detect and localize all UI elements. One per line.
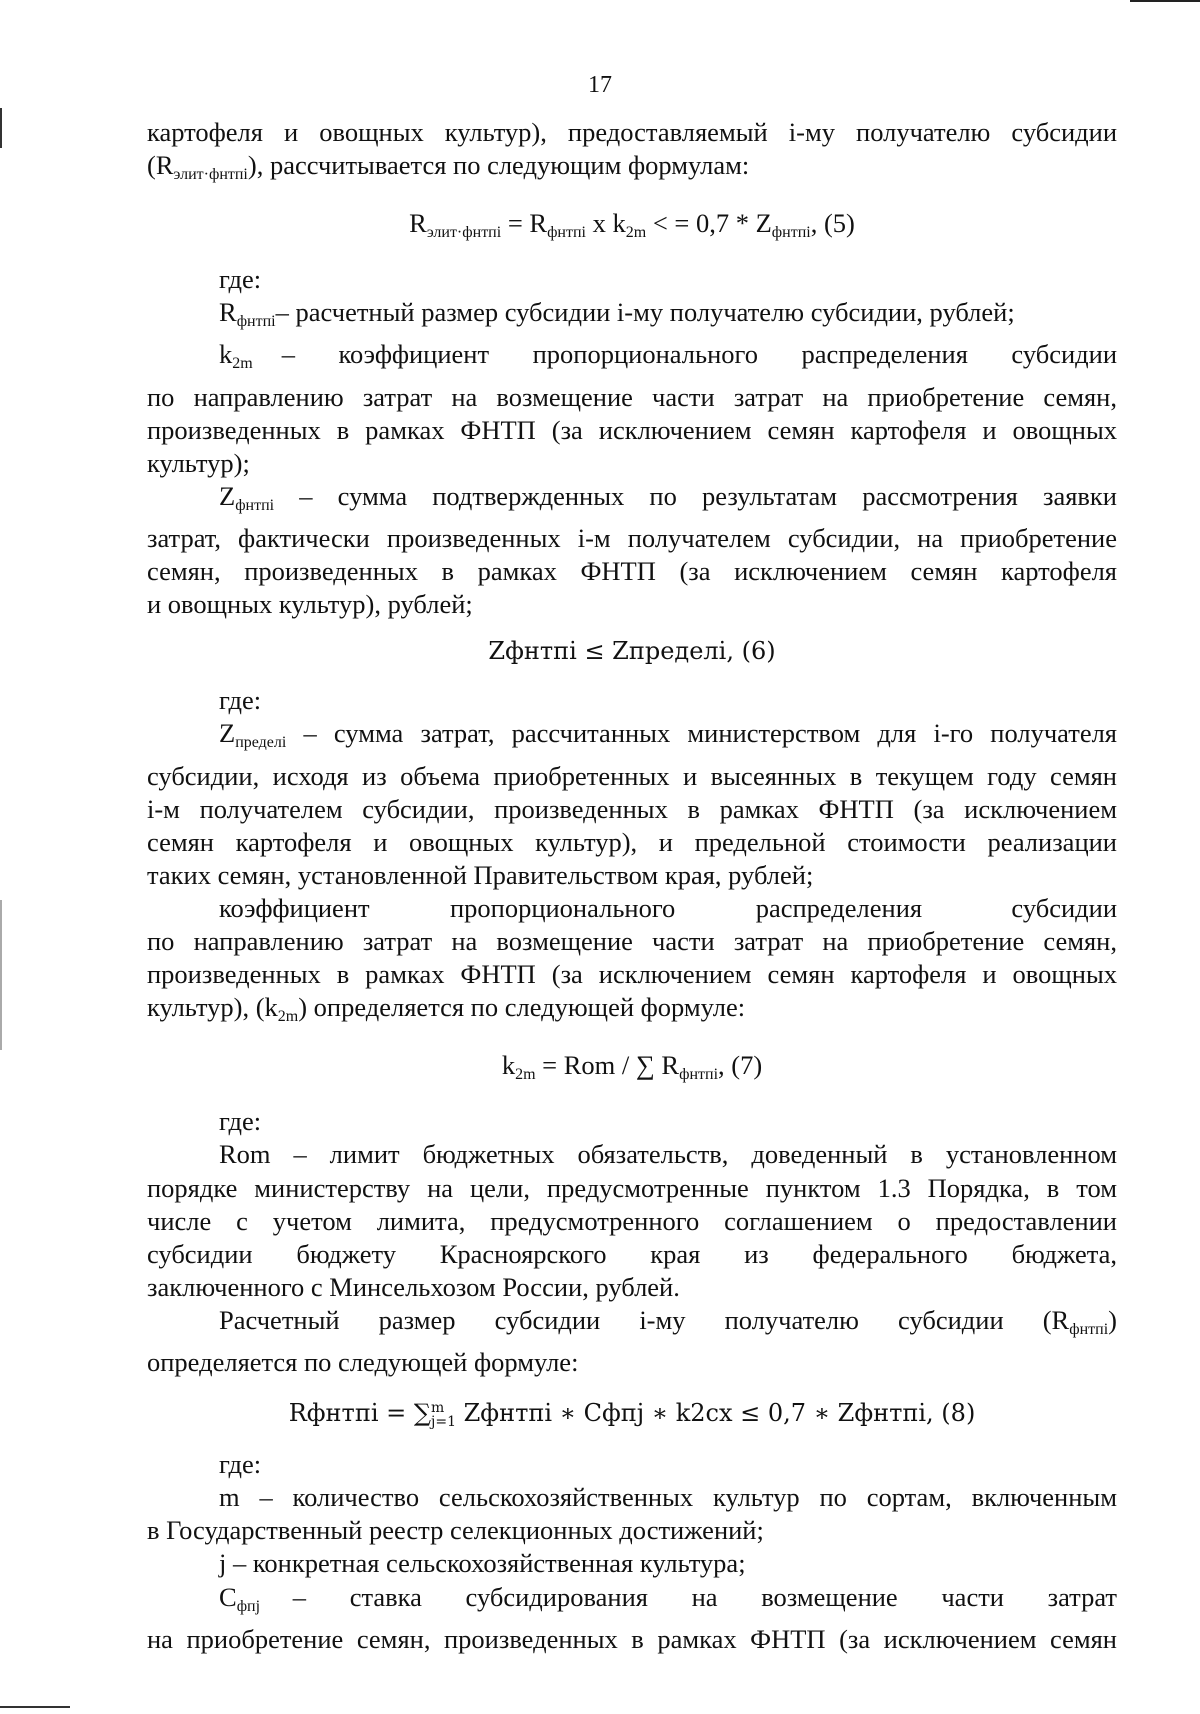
paragraph-line: субсидии бюджету Красноярского края из федерального бюджета, <box>147 1238 1117 1269</box>
scan-artifact-line <box>0 900 2 1050</box>
definition-r: $R_{фнтпi}-$ расчетный размер субсидии i-му получателю субсидии, рублей; <box>219 297 1015 331</box>
where-label: где: <box>219 264 262 295</box>
definition-c: $C_{фпj}$ – ставка субсидирования на возмещение части затрат <box>219 1581 1117 1615</box>
formula-6: Zфнтпi ≤ Zпределi, (6) <box>488 637 776 666</box>
document-body <box>147 116 1117 1656</box>
paragraph-line: определяется по следующей формуле: <box>147 1347 579 1377</box>
formula-5: $R_{элит\cdot фнтпi} = R_{фнтпi}$ x $k_{2m}$ < = $0,7 * Z_{фнтпi}$, (5) <box>409 208 855 242</box>
paragraph-line: семян, произведенных в рамках ФНТП (за исключением семян картофеля <box>147 556 1117 587</box>
page-number: 17 <box>588 72 612 98</box>
paragraph-line: субсидии, исходя из объема приобретенных и высеянных в текущем году семян <box>147 760 1117 791</box>
paragraph-line: порядке министерству на цели, предусмотренные пунктом 1.3 Порядка, в том <box>147 1172 1117 1203</box>
definition-m: m – количество сельскохозяйственных культур по сортам, включенным <box>219 1482 1117 1513</box>
paragraph-line: на приобретение семян, произведенных в рамках ФНТП (за исключением семян <box>147 1623 1117 1654</box>
paragraph-line: произведенных в рамках ФНТП (за исключением семян картофеля и овощных <box>147 959 1117 990</box>
definition-rom: Rom – лимит бюджетных обязательств, доведенный в установленном <box>219 1139 1117 1170</box>
paragraph-line: культур); <box>147 447 250 478</box>
where-label: где: <box>219 1449 262 1480</box>
definition-k2m: $k_{2m}$ – коэффициент пропорционального распределения субсидии <box>219 339 1117 373</box>
paragraph-line: и овощных культур), рублей; <box>147 589 473 620</box>
paragraph-line: i-м получателем субсидии, произведенных в рамках ФНТП (за исключением <box>147 793 1117 824</box>
paragraph-line: семян картофеля и овощных культур), и предельной стоимости реализации <box>147 826 1117 857</box>
paragraph-line: в Государственный реестр селекционных достижений; <box>147 1515 764 1546</box>
definition-z: $Z_{фнтпi}$ – сумма подтвержденных по результатам рассмотрения заявки <box>219 480 1117 514</box>
scan-artifact-line <box>1130 0 1200 2</box>
where-label: где: <box>219 685 262 716</box>
paragraph-line: $(R_{элит\cdot фнтпi})$, рассчитывается по следующим формулам: <box>147 150 750 184</box>
paragraph-line: произведенных в рамках ФНТП (за исключением семян картофеля и овощных <box>147 414 1117 445</box>
paragraph-line: по направлению затрат на возмещение части затрат на приобретение семян, <box>147 381 1117 412</box>
definition-zpredel: $Z_{пределi}$ – сумма затрат, рассчитанных министерством для i-го получателя <box>219 718 1117 752</box>
calculation-paragraph: Расчетный размер субсидии i-му получателю субсидии $(R_{фнтпi})$ <box>219 1304 1117 1338</box>
scan-artifact-line <box>0 1706 70 1708</box>
paragraph-line: таких семян, установленной Правительством края, рублей; <box>147 859 814 890</box>
coefficient-paragraph: коэффициент пропорционального распределения субсидии <box>219 892 1117 923</box>
formula-8: Rфнтпi = ∑ m j=1 Zфнтпi ∗ Cфпj ∗ k2cx ≤ 0,7 ∗ Zфнтпi, (8) <box>288 1399 976 1430</box>
paragraph-line: по направлению затрат на возмещение части затрат на приобретение семян, <box>147 925 1117 956</box>
scan-artifact-line <box>0 108 2 148</box>
paragraph-line: картофеля и овощных культур), предоставляемый i-му получателю субсидии <box>147 117 1117 147</box>
formula-7: $k_{2m}$ = Rom / ∑ $R_{фнтпi}$, (7) <box>501 1050 763 1084</box>
paragraph-line: затрат, фактически произведенных i-м получателем субсидии, на приобретение <box>147 522 1117 553</box>
paragraph-line: числе с учетом лимита, предусмотренного соглашением о предоставлении <box>147 1205 1117 1236</box>
where-label: где: <box>219 1106 262 1137</box>
definition-j: j – конкретная сельскохозяйственная культура; <box>219 1548 746 1579</box>
paragraph-line: заключенного с Минсельхозом России, рублей. <box>147 1271 680 1302</box>
paragraph-line: культур), $(k_{2m})$ определяется по следующей формуле: <box>147 992 746 1026</box>
